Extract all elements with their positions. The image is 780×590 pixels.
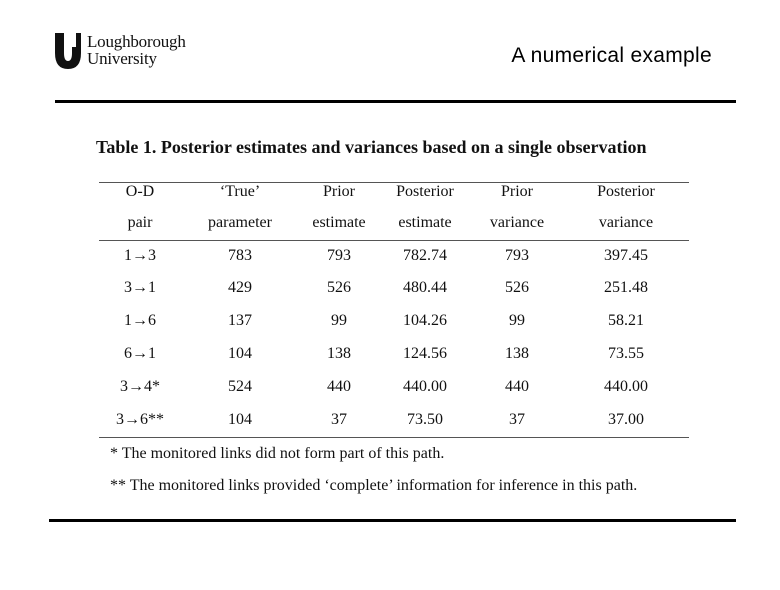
table-cell: 3→6** bbox=[116, 410, 164, 428]
table-cell: 73.50 bbox=[407, 410, 443, 428]
header-cell: Posterior bbox=[396, 182, 454, 200]
university-crest-icon bbox=[55, 33, 81, 69]
footnote-single-star: * The monitored links did not form part of this path. bbox=[110, 445, 445, 462]
table-cell: 104 bbox=[228, 344, 252, 362]
header-cell: parameter bbox=[208, 213, 272, 231]
table-cell: 58.21 bbox=[608, 311, 644, 329]
table-cell: 37 bbox=[331, 410, 347, 428]
bottom-divider bbox=[49, 519, 736, 522]
header-cell: estimate bbox=[398, 213, 452, 231]
table-cell: 138 bbox=[327, 344, 351, 362]
university-name-line2: University bbox=[87, 49, 157, 68]
table-cell: 37 bbox=[509, 410, 525, 428]
table-cell: 440 bbox=[327, 377, 351, 395]
table-cell: 104.26 bbox=[403, 311, 447, 329]
table-cell: 3→4* bbox=[120, 377, 160, 395]
table-cell: 138 bbox=[505, 344, 529, 362]
table-row bbox=[99, 271, 689, 304]
header-cell: ‘True’ bbox=[219, 182, 261, 200]
results-table bbox=[99, 176, 689, 436]
header-cell: O-D bbox=[125, 182, 155, 200]
table-cell: 99 bbox=[331, 311, 347, 329]
university-name-line1: Loughborough bbox=[87, 32, 186, 51]
top-divider bbox=[55, 100, 736, 103]
table-row bbox=[99, 337, 689, 370]
table-cell: 782.74 bbox=[403, 247, 447, 264]
table-cell: 526 bbox=[505, 278, 529, 296]
table-cell: 793 bbox=[327, 247, 351, 264]
table-cell: 37.00 bbox=[608, 410, 644, 428]
table-cell: 526 bbox=[327, 278, 351, 296]
table-header-row bbox=[99, 207, 689, 238]
header-cell: variance bbox=[489, 213, 545, 231]
university-name bbox=[87, 33, 186, 67]
table-cell: 73.55 bbox=[608, 344, 644, 362]
table-cell: 1→3 bbox=[124, 247, 156, 264]
table-cell: 397.45 bbox=[604, 247, 648, 264]
table-cell: 480.44 bbox=[403, 278, 447, 296]
table-cell: 440.00 bbox=[604, 377, 648, 395]
header-cell: Prior bbox=[501, 182, 533, 200]
slide-title: A numerical example bbox=[511, 44, 712, 67]
university-logo bbox=[55, 33, 205, 73]
table-row bbox=[99, 238, 689, 271]
header-cell: estimate bbox=[312, 213, 366, 231]
table-cell: 440.00 bbox=[403, 377, 447, 395]
table-bottom-rule bbox=[99, 437, 689, 438]
table-cell: 99 bbox=[509, 311, 525, 329]
table-row bbox=[99, 403, 689, 436]
table-row bbox=[99, 370, 689, 403]
table-cell: 524 bbox=[228, 377, 252, 395]
table-cell: 251.48 bbox=[604, 278, 648, 296]
footnote-double-star: ** The monitored links provided ‘complete’ information for inference in this path. bbox=[110, 477, 638, 494]
table-cell: 1→6 bbox=[124, 311, 156, 329]
table-caption: Table 1. Posterior estimates and variances based on a single observation bbox=[96, 137, 647, 157]
header-cell: variance bbox=[598, 213, 654, 231]
table-cell: 429 bbox=[228, 278, 252, 296]
header-cell: pair bbox=[127, 213, 153, 231]
header-cell: Posterior bbox=[597, 182, 655, 200]
table-row bbox=[99, 304, 689, 337]
table-cell: 793 bbox=[505, 247, 529, 264]
table-header-row bbox=[99, 176, 689, 207]
table-cell: 440 bbox=[505, 377, 529, 395]
table-cell: 137 bbox=[228, 311, 252, 329]
table-cell: 783 bbox=[228, 247, 252, 264]
table-cell: 3→1 bbox=[124, 278, 156, 296]
table-cell: 104 bbox=[228, 410, 252, 428]
table-cell: 124.56 bbox=[403, 344, 447, 362]
table-cell: 6→1 bbox=[124, 344, 156, 362]
header-cell: Prior bbox=[323, 182, 355, 200]
